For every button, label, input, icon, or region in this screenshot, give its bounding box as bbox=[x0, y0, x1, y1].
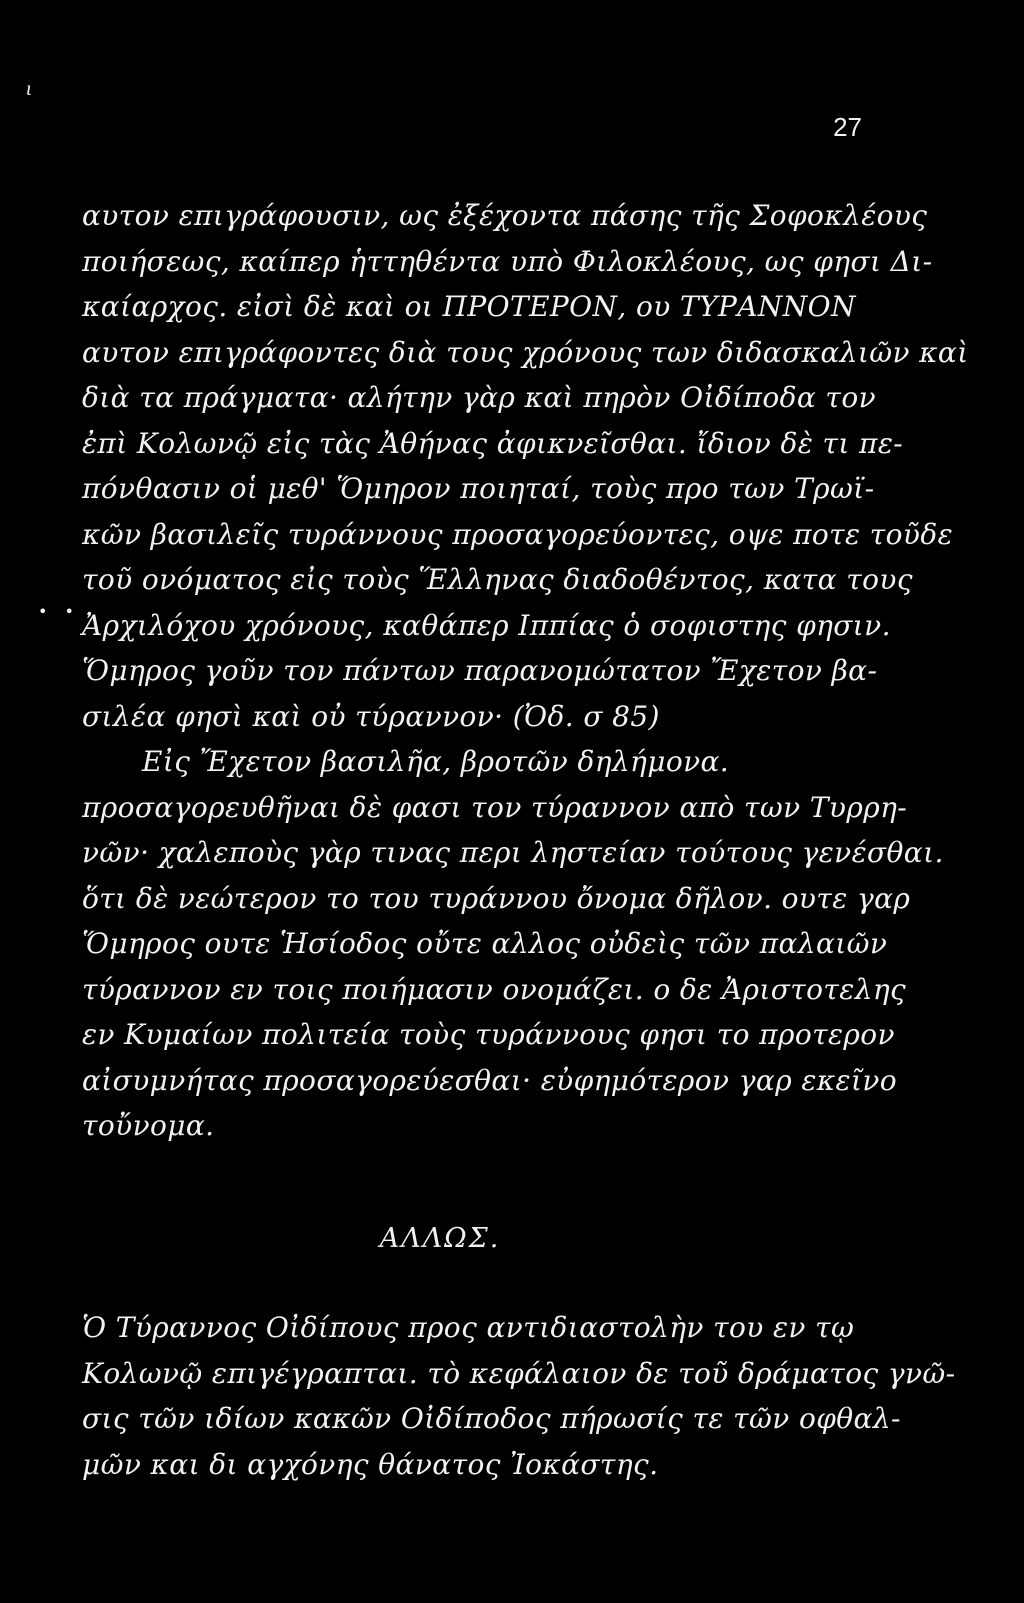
text-line: σιλέα φησὶ καὶ οὐ τύραννον· (Ὀδ. σ 85) bbox=[82, 699, 660, 733]
text-line: προσαγορευθῆναι δὲ φασι τον τύραννον απὸ των Τυρρη- bbox=[82, 790, 908, 824]
verse-quote: Εἰς Ἔχετον βασιλῆα, βροτῶν δηλήμονα. bbox=[142, 745, 730, 778]
text-line: διὰ τα πράγματα· αλήτην γὰρ καὶ πηρὸν Οἰδίποδα τον bbox=[82, 381, 877, 414]
main-text bbox=[82, 193, 969, 1149]
second-text bbox=[82, 1305, 956, 1487]
text-line: αἰσυμνήτας προσαγορεύεσθαι· εὐφημότερον γαρ εκεῖνο bbox=[82, 1063, 898, 1097]
text-line: Ὅμηρος γοῦν τον πάντων παρανομώτατον Ἔχετον βα- bbox=[82, 654, 878, 687]
text-line: σις τῶν ιδίων κακῶν Οἰδίποδος πήρωσίς τε τῶν οφθαλ- bbox=[82, 1402, 901, 1435]
page-number: 27 bbox=[833, 112, 862, 142]
text-line: τοῦ ονόματος εἰς τοὺς Ἕλληνας διαδοθέντος, κατα τους bbox=[82, 563, 913, 596]
margin-mark: ι bbox=[26, 78, 32, 100]
text-line: ὅτι δὲ νεώτερον το του τυράννου ὄνομα δῆλον. ουτε γαρ bbox=[82, 881, 911, 915]
text-line: μῶν και δι αγχόνης θάνατος Ἰοκάστης. bbox=[82, 1447, 659, 1481]
text-line: Κολωνῷ επιγέγραπται. τὸ κεφάλαιον δε τοῦ δράματος γνῶ- bbox=[82, 1356, 956, 1390]
text-line: κῶν βασιλεῖς τυράννους προσαγορεύοντες, οψε ποτε τοῦδε bbox=[82, 517, 954, 551]
text-line: ἐπὶ Κολωνῷ εἰς τὰς Ἀθήνας ἀφικνεῖσθαι. ἴδιον δὲ τι πε- bbox=[82, 426, 904, 460]
text-line: τύραννον εν τοις ποιήμασιν ονομάζει. ο δε Ἀριστοτελης bbox=[82, 972, 907, 1006]
text-line: εν Κυμαίων πολιτεία τοὺς τυράννους φησι το προτερον bbox=[82, 1018, 895, 1051]
margin-bullets: • • bbox=[38, 602, 80, 621]
text-line: Ὁ Τύραννος Οἰδίπους προς αντιδιαστολὴν του εν τῳ bbox=[82, 1311, 855, 1344]
text-line: τοὔνομα. bbox=[82, 1109, 215, 1142]
text-line: νῶν· χαλεποὺς γὰρ τινας περι ληστείαν τούτους γενέσθαι. bbox=[82, 836, 944, 869]
section-heading: ΑΛΛΩΣ. bbox=[379, 1223, 501, 1254]
text-line: αυτον επιγράφουσιν, ως ἐξέχοντα πάσης τῆς Σοφοκλέους bbox=[82, 199, 928, 232]
text-line: ποιήσεως, καίπερ ἡττηθέντα υπὸ Φιλοκλέους, ως φησι Δι- bbox=[82, 244, 933, 278]
text-line: αυτον επιγράφοντες διὰ τους χρόνους των διδασκαλιῶν καὶ bbox=[82, 335, 969, 369]
text-line: καίαρχος. εἰσὶ δὲ καὶ οι ΠΡΟΤΕΡΟΝ, ου ΤΥΡΑΝΝΟΝ bbox=[82, 290, 856, 323]
text-line: πόνθασιν οἱ μεθ' Ὅμηρον ποιηταί, τοὺς προ των Τρωϊ- bbox=[82, 472, 875, 505]
text-line: Ἀρχιλόχου χρόνους, καθάπερ Ιππίας ὁ σοφιστης φησιν. bbox=[82, 608, 891, 642]
text-line: Ὅμηρος ουτε Ἡσίοδος οὔτε αλλος οὐδεὶς τῶν παλαιῶν bbox=[82, 927, 888, 960]
